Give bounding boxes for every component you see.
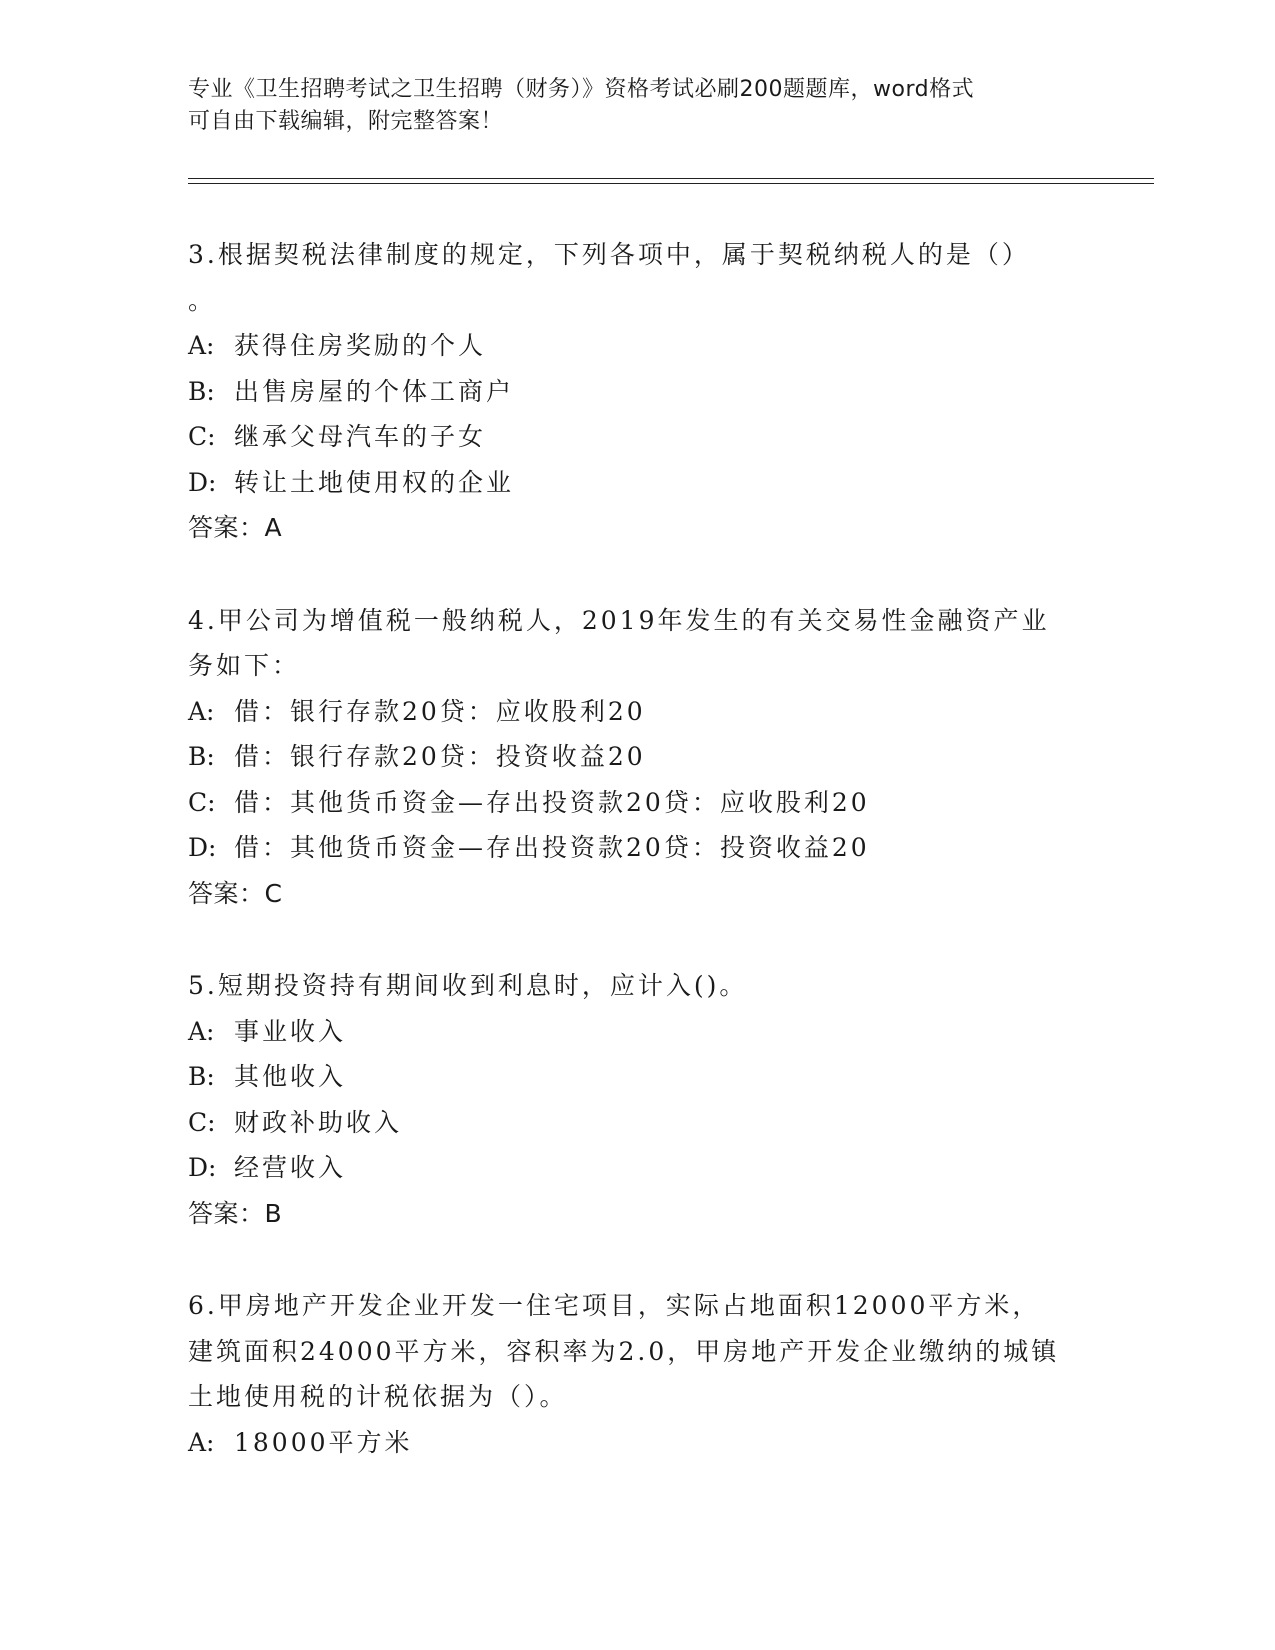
header-line-2: 可自由下载编辑，附完整答案！: [188, 109, 504, 134]
option-letter: B:: [188, 742, 215, 771]
option-text: 经营收入: [234, 1153, 347, 1182]
question-item: [188, 598, 1088, 917]
option-text: 事业收入: [234, 1016, 347, 1046]
option-a: [188, 1420, 1088, 1466]
option-b: [188, 1054, 1088, 1100]
document-header: [188, 74, 1088, 138]
option-letter: A:: [188, 331, 215, 360]
question-text: 建筑面积24000平方米，容积率为2.0，甲房地产开发企业缴纳的城镇: [188, 1336, 1060, 1366]
option-text: 转让土地使用权的企业: [234, 467, 515, 497]
option-text: 借：银行存款20贷：应收股利20: [234, 696, 646, 726]
option-text: 出售房屋的个体工商户: [234, 376, 515, 406]
option-c: [188, 414, 1088, 460]
option-a: [188, 689, 1088, 735]
option-letter: D:: [188, 1153, 217, 1182]
option-letter: A:: [188, 1427, 215, 1457]
answer-text: 答案：C: [188, 878, 283, 908]
option-letter: B:: [188, 1062, 215, 1091]
answer-text: 答案：B: [188, 1198, 283, 1228]
header-line-1: 专业《卫生招聘考试之卫生招聘（财务）》资格考试必刷200题题库，word格式: [188, 77, 975, 102]
option-text: 财政补助收入: [234, 1107, 403, 1137]
option-text: 借：其他货币资金—存出投资款20贷：应收股利20: [234, 787, 870, 817]
option-letter: D:: [188, 467, 217, 497]
option-letter: D:: [188, 833, 217, 862]
option-letter: B:: [188, 376, 215, 406]
option-text: 获得住房奖励的个人: [234, 331, 487, 360]
header-divider-bottom: [188, 183, 1154, 184]
question-text: 3.根据契税法律制度的规定，下列各项中，属于契税纳税人的是（）: [188, 240, 1030, 269]
option-letter: C:: [188, 1107, 216, 1137]
option-text: 其他收入: [234, 1062, 347, 1091]
option-d: [188, 825, 1088, 871]
option-d: [188, 460, 1088, 506]
question-text: 。: [188, 285, 217, 315]
question-text: 5.短期投资持有期间收到利息时，应计入()。: [188, 971, 748, 1000]
option-letter: A:: [188, 1016, 215, 1046]
option-b: [188, 369, 1088, 415]
option-c: [188, 780, 1088, 826]
header-divider-top: [188, 178, 1154, 179]
option-text: 18000平方米: [234, 1427, 413, 1457]
option-c: [188, 1100, 1088, 1146]
option-text: 借：银行存款20贷：投资收益20: [234, 742, 646, 771]
question-text: 4.甲公司为增值税一般纳税人，2019年发生的有关交易性金融资产业: [188, 605, 1050, 635]
question-text: 务如下：: [188, 651, 301, 680]
option-letter: A:: [188, 696, 215, 726]
question-text: 土地使用税的计税依据为（）。: [188, 1382, 568, 1411]
option-text: 继承父母汽车的子女: [234, 422, 487, 451]
option-a: [188, 1009, 1088, 1055]
option-d: [188, 1145, 1088, 1191]
answer-text: 答案：A: [188, 513, 283, 542]
question-list: [188, 232, 1088, 1512]
question-item: [188, 963, 1088, 1236]
question-item: [188, 232, 1088, 551]
question-text: 6.甲房地产开发企业开发一住宅项目，实际占地面积12000平方米，: [188, 1291, 1041, 1320]
option-letter: C:: [188, 787, 216, 817]
question-item: [188, 1283, 1088, 1465]
option-a: [188, 323, 1088, 369]
option-letter: C:: [188, 422, 216, 451]
option-text: 借：其他货币资金—存出投资款20贷：投资收益20: [234, 833, 870, 862]
option-b: [188, 734, 1088, 780]
